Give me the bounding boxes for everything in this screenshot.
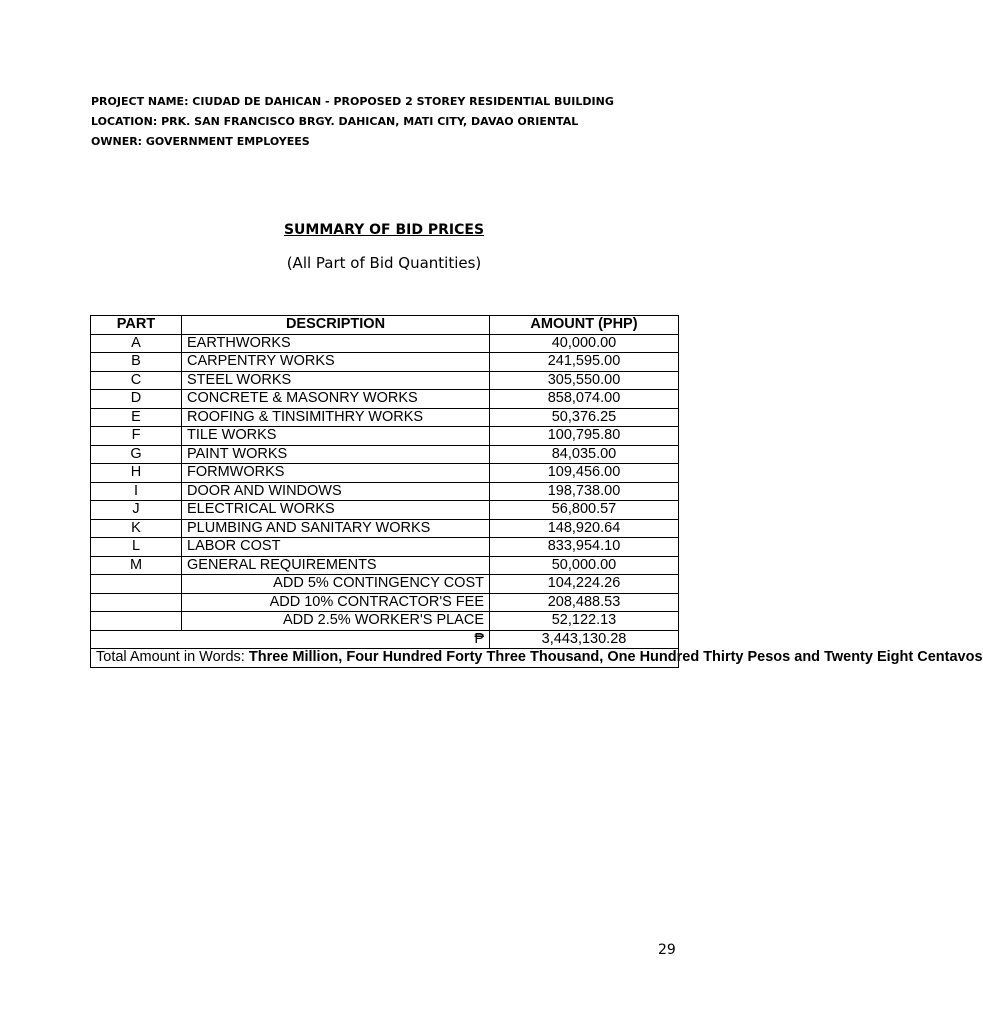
table-row [91,390,679,409]
contractor-fee-label: ADD 10% CONTRACTOR'S FEE [182,593,490,612]
project-name: PROJECT NAME: CIUDAD DE DAHICAN - PROPOSED 2 STOREY RESIDENTIAL BUILDING [91,95,614,108]
part-cell: D [91,390,182,409]
description-cell: TILE WORKS [182,427,490,446]
amount-cell: 100,795.80 [490,427,679,446]
empty-part-cell [91,612,182,631]
amount-cell: 148,920.64 [490,519,679,538]
project-location: LOCATION: PRK. SAN FRANCISCO BRGY. DAHICAN, MATI CITY, DAVAO ORIENTAL [91,115,579,128]
workers-place-label: ADD 2.5% WORKER'S PLACE [182,612,490,631]
table-row [91,519,679,538]
part-cell: G [91,445,182,464]
description-cell: ELECTRICAL WORKS [182,501,490,520]
amount-cell: 50,376.25 [490,408,679,427]
total-in-words-cell [91,649,983,668]
part-cell: L [91,538,182,557]
description-cell: PAINT WORKS [182,445,490,464]
table-row [91,501,679,520]
total-in-words-label: Total Amount in Words: [96,649,249,666]
description-cell: DOOR AND WINDOWS [182,482,490,501]
table-row [91,445,679,464]
total-amount: 3,443,130.28 [490,630,679,649]
workers-place-amount: 52,122.13 [490,612,679,631]
table-row [91,538,679,557]
column-header-description: DESCRIPTION [182,316,490,335]
table-header-row [91,316,679,335]
amount-cell: 40,000.00 [490,334,679,353]
table-row [91,556,679,575]
empty-part-cell [91,593,182,612]
column-header-part: PART [91,316,182,335]
description-cell: ROOFING & TINSIMITHRY WORKS [182,408,490,427]
total-row [91,630,679,649]
description-cell: STEEL WORKS [182,371,490,390]
part-cell: F [91,427,182,446]
table-row [91,464,679,483]
amount-cell: 198,738.00 [490,482,679,501]
total-in-words-value: Three Million, Four Hundred Forty Three Thousand, One Hundred Thirty Pesos and Twenty Eight Centavos [248,649,983,666]
column-header-amount: AMOUNT (PHP) [490,316,679,335]
amount-cell: 56,800.57 [490,501,679,520]
description-cell: EARTHWORKS [182,334,490,353]
addition-row [91,612,679,631]
description-cell: CARPENTRY WORKS [182,353,490,372]
amount-cell: 305,550.00 [490,371,679,390]
table-row [91,353,679,372]
addition-row [91,575,679,594]
part-cell: C [91,371,182,390]
table-row [91,408,679,427]
part-cell: I [91,482,182,501]
part-cell: B [91,353,182,372]
document-title: SUMMARY OF BID PRICES [283,222,485,238]
table-row [91,427,679,446]
amount-cell: 50,000.00 [490,556,679,575]
amount-cell: 858,074.00 [490,390,679,409]
description-cell: FORMWORKS [182,464,490,483]
amount-cell: 109,456.00 [490,464,679,483]
contingency-amount: 104,224.26 [490,575,679,594]
part-cell: J [91,501,182,520]
description-cell: GENERAL REQUIREMENTS [182,556,490,575]
part-cell: H [91,464,182,483]
bid-summary-table [90,315,983,668]
document-subtitle: (All Part of Bid Quantities) [286,254,482,272]
amount-cell: 84,035.00 [490,445,679,464]
description-cell: PLUMBING AND SANITARY WORKS [182,519,490,538]
table-row [91,371,679,390]
words-row [91,649,679,668]
table-row [91,482,679,501]
page-number: 29 [658,942,676,958]
description-cell: CONCRETE & MASONRY WORKS [182,390,490,409]
amount-cell: 241,595.00 [490,353,679,372]
contractor-fee-amount: 208,488.53 [490,593,679,612]
part-cell: M [91,556,182,575]
part-cell: E [91,408,182,427]
table-row [91,334,679,353]
amount-cell: 833,954.10 [490,538,679,557]
description-cell: LABOR COST [182,538,490,557]
part-cell: K [91,519,182,538]
empty-part-cell [91,575,182,594]
peso-sign: ₱ [91,630,490,649]
addition-row [91,593,679,612]
contingency-label: ADD 5% CONTINGENCY COST [182,575,490,594]
part-cell: A [91,334,182,353]
project-owner: OWNER: GOVERNMENT EMPLOYEES [91,135,310,148]
